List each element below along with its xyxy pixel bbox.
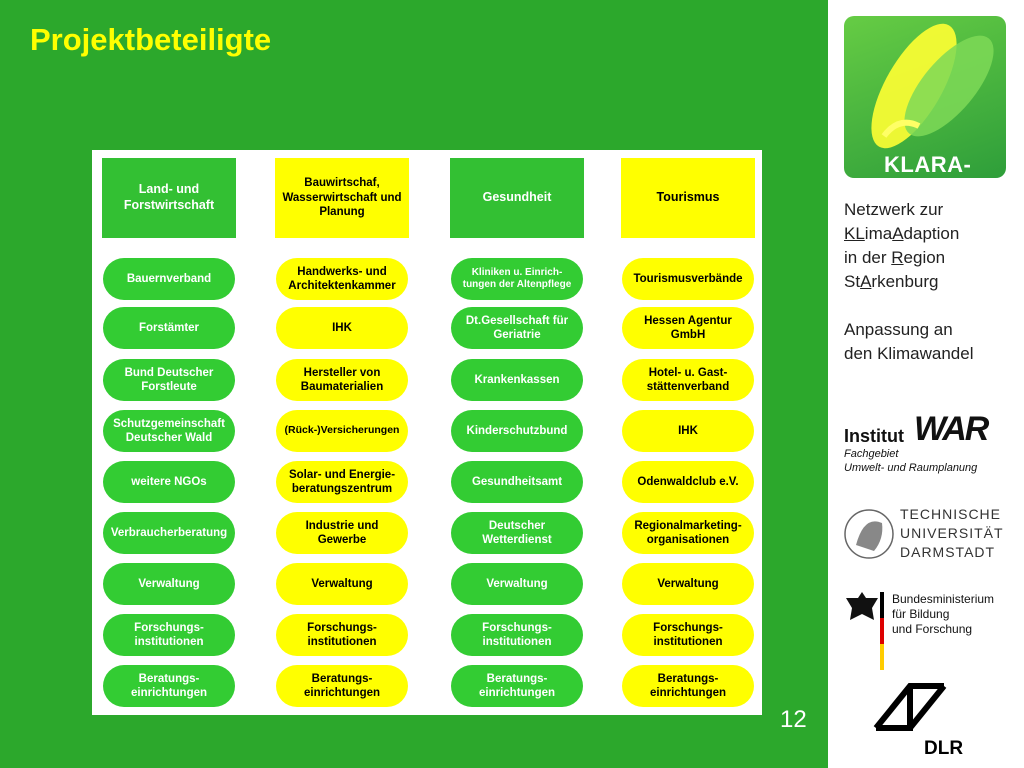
stakeholder-pill: Beratungs- einrichtungen [451,665,583,707]
stakeholder-pill: IHK [276,307,408,349]
stakeholder-pill: Odenwaldclub e.V. [622,461,754,503]
war-label: WAR [914,410,988,448]
tu-line: DARMSTADT [900,544,996,560]
stakeholder-pill: Forschungs- institutionen [622,614,754,656]
stakeholder-pill: Kinderschutzbund [451,410,583,452]
sidebar [828,0,1024,768]
stakeholder-pill: Verbraucherberatung [103,512,235,554]
tu-line: UNIVERSITÄT [900,525,1004,541]
stakeholder-pill: Beratungs- einrichtungen [103,665,235,707]
stakeholder-pill: Bauernverband [103,258,235,300]
athene-icon [844,505,894,563]
page-title: Projektbeteiligte [30,22,272,57]
stakeholder-pill: Hersteller von Baumaterialien [276,359,408,401]
tagline [844,318,973,366]
stakeholder-pill: Forschungs- institutionen [276,614,408,656]
stakeholder-pill: weitere NGOs [103,461,235,503]
stakeholder-pill: Verwaltung [276,563,408,605]
stakeholder-pill: Solar- und Energie- beratungszentrum [276,461,408,503]
stakeholder-pill: Handwerks- und Architektenkammer [276,258,408,300]
tagline-line: Anpassung an [844,320,953,339]
network-line: in der Region [844,248,946,267]
flag-stripe [880,592,884,670]
dlr-emblem-icon [872,672,948,742]
stakeholder-pill: Forstämter [103,307,235,349]
stakeholder-pill: Verwaltung [103,563,235,605]
stakeholder-pill: Hessen Agentur GmbH [622,307,754,349]
network-line: StArkenburg [844,272,939,291]
stakeholder-pill: Bund Deutscher Forstleute [103,359,235,401]
stakeholder-pill: Industrie und Gewerbe [276,512,408,554]
stakeholder-pill: Schutzgemeinschaft Deutscher Wald [103,410,235,452]
bmbf-line: und Forschung [892,622,973,636]
war-sub: Fachgebiet [844,448,899,460]
column-header: Tourismus [621,158,755,238]
page-number: 12 [780,706,807,733]
stakeholder-pill: Verwaltung [451,563,583,605]
network-line: Netzwerk zur [844,200,944,219]
column-header: Bauwirtschaf, Wasserwirtschaft und Planung [275,158,409,238]
stakeholder-pill: Forschungs- institutionen [103,614,235,656]
network-line: KLimaAdaption [844,224,960,243]
stakeholder-pill: IHK [622,410,754,452]
stakeholder-pill: Beratungs- einrichtungen [622,665,754,707]
stakeholder-pill: Deutscher Wetterdienst [451,512,583,554]
stakeholder-panel [92,150,762,715]
war-sub: Umwelt- und Raumplanung [844,462,978,474]
stakeholder-pill: (Rück-)Versicherungen [276,410,408,452]
bmbf-line: Bundesministerium [892,592,995,606]
stakeholder-pill: Regionalmarketing- organisationen [622,512,754,554]
stakeholder-pill: Krankenkassen [451,359,583,401]
klara-logo-text: KLARA-Net [884,152,972,203]
federal-eagle-icon [844,590,880,624]
bmbf-line: für Bildung [892,607,950,621]
tu-line: TECHNISCHE [900,506,1002,522]
stakeholder-pill: Beratungs- einrichtungen [276,665,408,707]
stakeholder-pill: Gesundheitsamt [451,461,583,503]
tagline-line: den Klimawandel [844,344,974,363]
dlr-label: DLR [924,738,964,759]
network-description [844,198,959,294]
stakeholder-pill: Verwaltung [622,563,754,605]
column-header: Gesundheit [450,158,584,238]
klara-logo [844,16,1006,203]
institut-label: Institut [844,426,904,446]
stakeholder-pill: Forschungs- institutionen [451,614,583,656]
stakeholder-pill: Dt.Gesellschaft für Geriatrie [451,307,583,349]
stakeholder-pill: Kliniken u. Einrich- tungen der Altenpflege [451,258,583,300]
stakeholder-pill: Tourismusverbände [622,258,754,300]
stakeholder-pill: Hotel- u. Gast- stättenverband [622,359,754,401]
column-header: Land- und Forstwirtschaft [102,158,236,238]
